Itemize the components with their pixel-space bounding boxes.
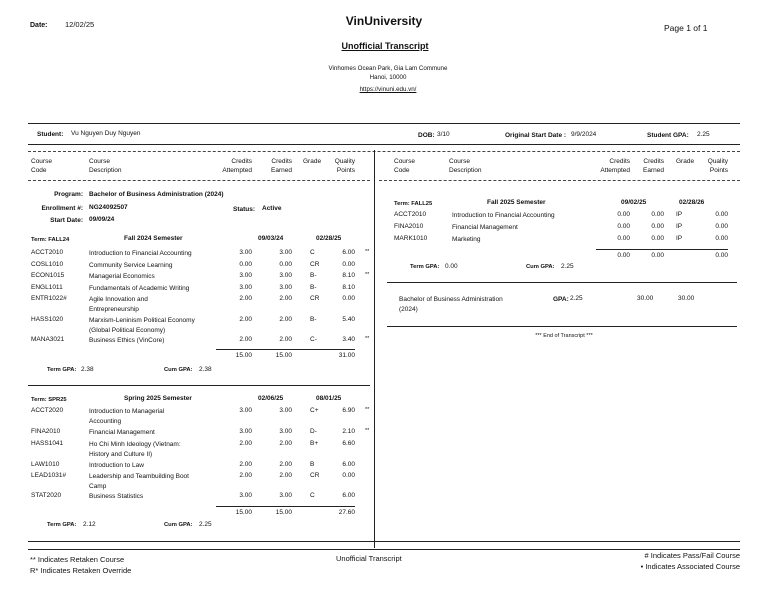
credits-earned: 0.00	[651, 223, 664, 230]
footnote-retaken: ** Indicates Retaken Course	[30, 555, 125, 564]
col-grade: Grade	[303, 158, 322, 165]
course-description-line: Marketing	[452, 236, 481, 243]
course-description	[89, 440, 181, 460]
credits-earned: 2.00	[279, 295, 292, 302]
program-start-date: 09/09/24	[89, 216, 115, 223]
col-earned: Credits Earned	[271, 158, 292, 174]
course-description	[452, 223, 518, 233]
quality-points: 0.00	[342, 295, 355, 302]
summary-program: Bachelor of Business Administration (2024)	[399, 296, 503, 313]
term-gpa: 2.38	[81, 366, 94, 373]
retaken-flag: **	[365, 428, 370, 434]
quality-points: 6.00	[342, 492, 355, 499]
course-code: HASS1041	[31, 440, 64, 447]
course-grade: B-	[310, 272, 317, 279]
credits-attempted: 2.00	[239, 472, 252, 479]
term-end-date: 08/01/25	[316, 395, 342, 402]
course-grade: B+	[310, 440, 319, 447]
start-date-label: Original Start Date :	[505, 132, 567, 139]
credits-attempted: 2.00	[239, 316, 252, 323]
course-code: STAT2020	[31, 492, 62, 499]
course-description-line: History and Culture II)	[89, 451, 153, 458]
course-grade: C+	[310, 407, 319, 414]
credits-attempted: 0.00	[617, 211, 630, 218]
enrollment-number: NG24092507	[89, 204, 128, 211]
credits-earned: 0.00	[651, 211, 664, 218]
course-code: LAW1010	[31, 461, 60, 468]
credits-attempted: 3.00	[239, 284, 252, 291]
total-quality-points: 0.00	[715, 252, 728, 259]
cum-gpa-label: Cum GPA:	[164, 367, 193, 373]
date-label: Date:	[30, 22, 48, 29]
credits-attempted: 3.00	[239, 407, 252, 414]
status-label: Status:	[233, 206, 256, 213]
term-name: Spring 2025 Semester	[124, 395, 192, 402]
credits-attempted: 2.00	[239, 295, 252, 302]
credits-attempted: 0.00	[617, 223, 630, 230]
course-description-line: Business Ethics (VinCore)	[89, 337, 165, 344]
course-description	[89, 472, 189, 492]
total-attempted: 15.00	[235, 352, 252, 359]
student-gpa-value: 2.25	[697, 131, 710, 138]
course-description-line: Camp	[89, 483, 107, 490]
course-code: MANA3021	[31, 336, 65, 343]
credits-earned: 2.00	[279, 461, 292, 468]
total-earned: 15.00	[275, 509, 292, 516]
summary-gpa-label: GPA:	[553, 296, 569, 303]
cum-gpa: 2.38	[199, 366, 212, 373]
credits-earned: 2.00	[279, 336, 292, 343]
credits-earned: 3.00	[279, 249, 292, 256]
term-code: Term: FALL25	[394, 201, 433, 207]
course-description-line: Agile Innovation and	[89, 296, 148, 303]
term-gpa-label: Term GPA:	[410, 264, 440, 270]
total-earned: 15.00	[275, 352, 292, 359]
cum-gpa-label: Cum GPA:	[164, 522, 193, 528]
footnote-override: R* Indicates Retaken Override	[30, 566, 132, 575]
term-gpa: 0.00	[445, 263, 458, 270]
course-description-line: Accounting	[89, 418, 122, 425]
quality-points: 6.00	[342, 249, 355, 256]
col-earned-right: Credits Earned	[643, 158, 664, 174]
cum-gpa: 2.25	[561, 263, 574, 270]
course-grade: C	[310, 492, 315, 499]
course-description-line: Fundamentals of Academic Writing	[89, 285, 190, 292]
credits-earned: 3.00	[279, 428, 292, 435]
course-grade: CR	[310, 295, 320, 302]
retaken-flag: **	[365, 336, 370, 342]
program-label: Program:	[54, 191, 83, 198]
course-description	[89, 316, 195, 336]
total-quality-points: 27.60	[338, 509, 355, 516]
footer-title: Unofficial Transcript	[336, 554, 402, 563]
credits-earned: 0.00	[279, 261, 292, 268]
quality-points: 0.00	[715, 223, 728, 230]
course-code: ACCT2010	[31, 249, 64, 256]
page-number: Page 1 of 1	[664, 23, 708, 33]
student-gpa-label: Student GPA:	[647, 132, 689, 139]
col-course-code-right: Course Code	[394, 158, 415, 174]
course-description-line: Marxism-Leninism Political Economy	[89, 317, 195, 324]
quality-points: 6.00	[342, 461, 355, 468]
col-attempted-right: Credits Attempted	[600, 158, 630, 174]
quality-points: 0.00	[342, 261, 355, 268]
course-grade: B-	[310, 316, 317, 323]
course-description-line: Business Statistics	[89, 493, 144, 500]
course-grade: C-	[310, 336, 317, 343]
cum-gpa: 2.25	[199, 521, 212, 528]
quality-points: 2.10	[342, 428, 355, 435]
summary-gpa: 2.25	[570, 295, 583, 302]
course-description	[89, 407, 164, 427]
course-grade: CR	[310, 472, 320, 479]
course-grade: B-	[310, 284, 317, 291]
course-description	[89, 272, 155, 282]
course-code: FINA2010	[394, 223, 424, 230]
course-code: COSL1010	[31, 261, 64, 268]
course-code: ENGL1011	[31, 284, 63, 291]
credits-attempted: 2.00	[239, 336, 252, 343]
course-grade: D-	[310, 428, 317, 435]
credits-earned: 2.00	[279, 472, 292, 479]
dob-value: 3/10	[437, 131, 450, 138]
col-course-code: Course Code	[31, 158, 52, 174]
credits-attempted: 0.00	[617, 235, 630, 242]
enrollment-label: Enrollment #:	[41, 205, 83, 212]
course-grade: IP	[676, 223, 683, 230]
course-description-line: Ho Chi Minh Ideology (Vietnam:	[89, 441, 181, 448]
retaken-flag: **	[365, 407, 370, 413]
university-name: VinUniversity	[345, 14, 423, 28]
credits-earned: 0.00	[651, 235, 664, 242]
course-code: ACCT2020	[31, 407, 64, 414]
summary-attempted: 30.00	[637, 295, 654, 302]
quality-points: 3.40	[342, 336, 355, 343]
course-grade: CR	[310, 261, 320, 268]
quality-points: 6.90	[342, 407, 355, 414]
term-gpa-label: Term GPA:	[47, 522, 77, 528]
credits-attempted: 2.00	[239, 440, 252, 447]
term-end-date: 02/28/25	[316, 235, 342, 242]
quality-points: 0.00	[715, 235, 728, 242]
course-grade: B	[310, 461, 315, 468]
course-description-line: Introduction to Financial Accounting	[89, 250, 192, 257]
term-start-date: 09/03/24	[258, 235, 284, 242]
credits-attempted: 3.00	[239, 249, 252, 256]
term-separator	[28, 385, 370, 386]
program-name: Bachelor of Business Administration (2024)	[89, 191, 224, 198]
quality-points: 8.10	[342, 284, 355, 291]
course-description	[452, 211, 555, 221]
credits-earned: 2.00	[279, 316, 292, 323]
quality-points: 8.10	[342, 272, 355, 279]
total-earned: 0.00	[651, 252, 664, 259]
term-gpa-label: Term GPA:	[47, 367, 77, 373]
col-grade-right: Grade	[676, 158, 695, 165]
address-line-1: Vinhomes Ocean Park, Gia Lam Commune	[328, 65, 448, 72]
course-description	[89, 249, 192, 259]
course-code: FINA2010	[31, 428, 61, 435]
summary-earned: 30.00	[678, 295, 695, 302]
term-name: Fall 2024 Semester	[124, 235, 183, 242]
col-description-right: Course Description	[449, 158, 482, 174]
course-grade: IP	[676, 211, 683, 218]
status-value: Active	[262, 205, 282, 212]
course-description	[89, 295, 148, 315]
course-description-line: Leadership and Teambuilding Boot	[89, 473, 189, 480]
term-end-date: 02/28/26	[679, 199, 705, 206]
course-description	[89, 261, 172, 271]
totals-divider	[216, 349, 355, 350]
course-code: ACCT2010	[394, 211, 427, 218]
course-description	[452, 235, 481, 245]
col-attempted: Credits Attempted	[222, 158, 252, 174]
document-title: Unofficial Transcript	[341, 41, 429, 51]
dob-label: DOB:	[418, 132, 435, 139]
total-attempted: 15.00	[235, 509, 252, 516]
program-start-label: Start Date:	[50, 217, 83, 224]
student-name: Vu Nguyen Duy Nguyen	[71, 130, 141, 137]
term-code: Term: FALL24	[31, 237, 70, 243]
course-description	[89, 461, 144, 471]
print-date: 12/02/25	[65, 20, 95, 29]
course-description-line: Introduction to Law	[89, 462, 144, 469]
credits-attempted: 3.00	[239, 272, 252, 279]
cum-gpa-label: Cum GPA:	[526, 264, 555, 270]
col-quality-points: Quality Points	[334, 158, 355, 174]
student-label: Student:	[37, 131, 64, 138]
retaken-flag: **	[365, 249, 370, 255]
address-line-2: Hanoi, 10000	[369, 74, 407, 81]
quality-points: 0.00	[715, 211, 728, 218]
credits-attempted: 0.00	[239, 261, 252, 268]
course-grade: IP	[676, 235, 683, 242]
footnote-associated: • Indicates Associated Course	[640, 562, 740, 571]
credits-earned: 3.00	[279, 407, 292, 414]
start-date-value: 9/9/2024	[571, 131, 597, 138]
quality-points: 0.00	[342, 472, 355, 479]
credits-earned: 2.00	[279, 440, 292, 447]
course-description-line: Financial Management	[452, 224, 518, 231]
credits-earned: 3.00	[279, 272, 292, 279]
course-code: ECON1015	[31, 272, 65, 279]
credits-attempted: 3.00	[239, 492, 252, 499]
term-gpa: 2.12	[83, 521, 96, 528]
quality-points: 5.40	[342, 316, 355, 323]
course-description	[89, 284, 189, 294]
course-code: MARK1010	[394, 235, 428, 242]
term-start-date: 02/06/25	[258, 395, 284, 402]
totals-divider	[216, 506, 355, 507]
total-attempted: 0.00	[617, 252, 630, 259]
term-start-date: 09/02/25	[621, 199, 647, 206]
credits-attempted: 3.00	[239, 428, 252, 435]
course-description-line: Introduction to Financial Accounting	[452, 212, 555, 219]
term-code: Term: SPR25	[31, 397, 67, 403]
quality-points: 6.60	[342, 440, 355, 447]
course-description-line: Introduction to Managerial	[89, 408, 165, 415]
course-description-line: Community Service Learning	[89, 262, 173, 269]
footnote-pass-fail: # Indicates Pass/Fail Course	[644, 551, 740, 560]
term-name: Fall 2025 Semester	[487, 199, 546, 206]
end-of-transcript: *** End of Transcript ***	[535, 333, 593, 339]
course-description	[89, 492, 143, 502]
course-description-line: Financial Management	[89, 429, 155, 436]
course-code: LEAD1031#	[31, 472, 67, 479]
course-description-line: Entrepreneurship	[89, 306, 139, 313]
course-code: HASS1020	[31, 316, 64, 323]
total-quality-points: 31.00	[338, 352, 355, 359]
credits-earned: 3.00	[279, 284, 292, 291]
course-grade: C	[310, 249, 315, 256]
course-description	[89, 428, 155, 438]
col-description: Course Description	[89, 158, 122, 174]
course-description	[89, 336, 164, 346]
university-url[interactable]: https://vinuni.edu.vn/	[359, 86, 417, 93]
course-code: ENTR1022#	[31, 295, 67, 302]
totals-divider	[596, 249, 728, 250]
course-description-line: Managerial Economics	[89, 273, 155, 280]
retaken-flag: **	[365, 272, 370, 278]
course-description-line: (Global Political Economy)	[89, 327, 166, 334]
col-quality-points-right: Quality Points	[707, 158, 728, 174]
credits-earned: 3.00	[279, 492, 292, 499]
credits-attempted: 2.00	[239, 461, 252, 468]
